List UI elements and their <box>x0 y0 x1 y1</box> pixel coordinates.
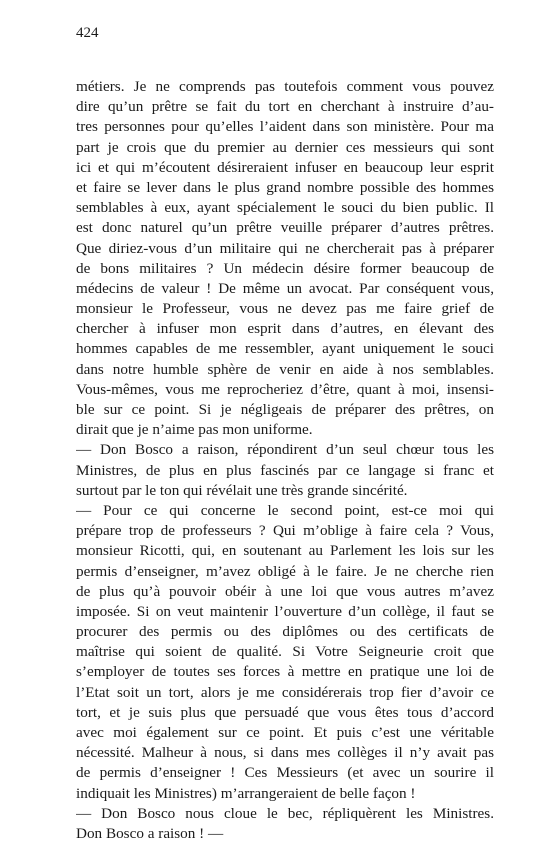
text-line: Vous-mêmes, vous me reprocheriez d’être, quant à moi, insensi- <box>76 380 494 398</box>
text-line: médecins de valeur ! De même un avocat. Par conséquent vous, <box>76 279 494 297</box>
text-line: Que diriez-vous d’un militaire qui ne chercherait pas à préparer <box>76 239 494 257</box>
text-line: est donc naturel qu’un prêtre veuille préparer d’autres prêtres. <box>76 219 494 237</box>
text-line: ici et qui m’écoutent désireraient infuser en beaucoup leur esprit <box>76 158 494 176</box>
text-line: de permis d’enseigner ! Ces Messieurs (et avec un sourire il <box>76 764 494 782</box>
text-line: et faire se lever dans le plus grand nombre possible des hommes <box>76 178 494 196</box>
text-line: tres personnes pour qu’elles l’aident dans son ministère. Pour ma <box>76 118 494 136</box>
text-line: dire qu’un prêtre se fait du tort en cherchant à instruire d’au- <box>76 98 494 116</box>
text-line: de bons militaires ? Un médecin désire former beaucoup de <box>76 259 494 277</box>
text-line: monsieur Ricotti, qui, en soutenant au Parlement les lois sur les <box>76 542 494 560</box>
text-line: hommes capables de me ressembler, ayant uniquement le souci <box>76 340 494 358</box>
text-line: ble sur ce point. Si je négligeais de préparer des prêtres, on <box>76 401 494 418</box>
text-line: métiers. Je ne comprends pas toutefois comment vous pouvez <box>76 78 494 95</box>
text-line: semblables à eux, ayant spécialement le souci du bien public. Il <box>76 199 494 217</box>
text-line: procurer des permis ou des diplômes ou des certificats de <box>76 623 494 641</box>
body-text <box>76 77 494 844</box>
text-line: prépare trop de professeurs ? Qui m’oblige à faire cela ? Vous, <box>76 522 494 540</box>
text-line: Don Bosco a raison ! — <box>76 824 224 842</box>
text-line: surtout par le ton qui révélait une très grande sincérité. <box>76 481 408 499</box>
text-line: — Pour ce qui concerne le second point, est-ce moi qui <box>76 501 494 519</box>
text-line: permis d’enseigner, m’avez obligé à le faire. Je ne cherche rien <box>76 562 494 580</box>
text-line: dirait que je n’aime pas mon uniforme. <box>76 421 313 439</box>
text-line: monsieur le Professeur, vous ne devez pas me faire grief de <box>76 300 494 318</box>
text-line: chercher à infuser mon esprit dans d’autres, en élevant des <box>76 320 494 338</box>
text-line: imposée. Si on veut maintenir l’ouverture d’un collège, il faut se <box>76 602 494 620</box>
text-line: de plus qu’à pouvoir obéir à une loi que vous autres m’avez <box>76 582 494 600</box>
text-line: avec moi également sur ce point. Et puis c’est une véritable <box>76 724 494 741</box>
text-line: dans notre humble sphère de venir en aide à nos semblables. <box>76 360 494 378</box>
text-line: — Don Bosco a raison, répondirent d’un seul chœur tous les <box>76 441 494 459</box>
text-line: tort, et je suis plus que persuadé que vous êtes tous d’accord <box>76 703 494 721</box>
text-line: — Don Bosco nous cloue le bec, répliquèrent les Ministres. <box>76 804 494 822</box>
text-line: s’employer de toutes ses forces à mettre en pratique une loi de <box>76 663 494 681</box>
page-number: 424 <box>76 25 99 41</box>
text-line: l’Etat soit un tort, alors je me considérerais trop fier d’avoir ce <box>76 683 494 701</box>
text-line: nécessité. Malheur à nous, si dans mes collèges il n’y avait pas <box>76 744 494 762</box>
text-line: indiquait les Ministres) m’arrangeraient de belle façon ! <box>76 784 416 802</box>
text-line: maîtrise qui soient de qualité. Si Votre Seigneurie croit que <box>76 643 494 661</box>
text-line: part je crois que du premier au dernier ces messieurs qui sont <box>76 138 494 156</box>
text-line: Ministres, de plus en plus fascinés par ce langage si franc et <box>76 461 494 479</box>
